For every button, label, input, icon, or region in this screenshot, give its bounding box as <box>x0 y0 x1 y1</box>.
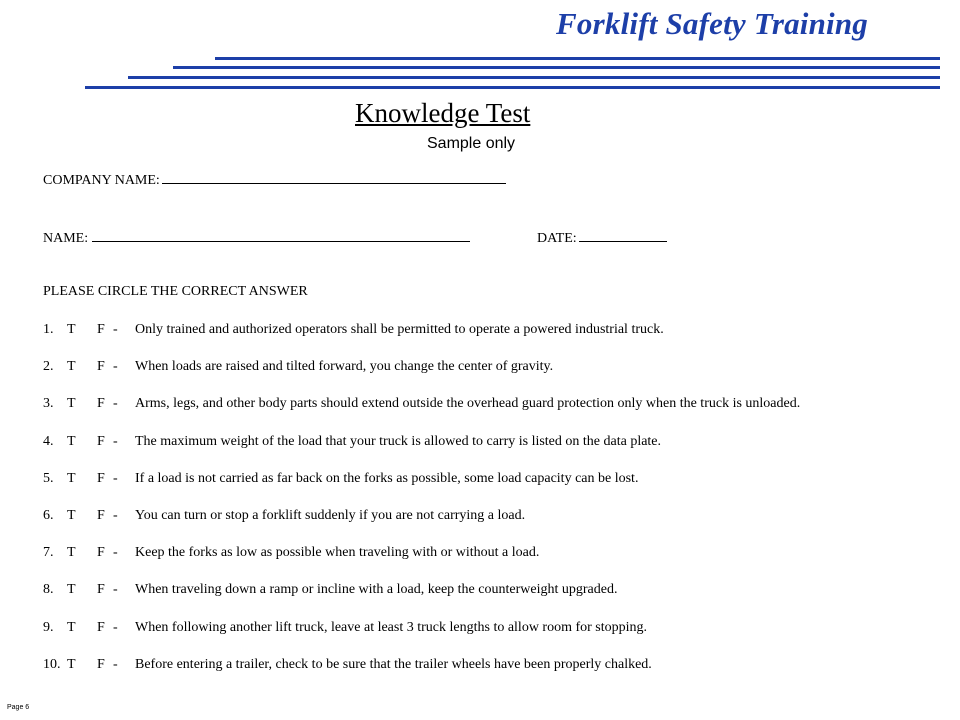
question-number: 3. <box>43 396 54 411</box>
false-option[interactable]: F <box>97 322 105 337</box>
false-option[interactable]: F <box>97 434 105 449</box>
question-text: When traveling down a ramp or incline with a load, keep the counterweight upgraded. <box>135 582 618 597</box>
company-name-field <box>43 169 506 189</box>
question-4 <box>43 434 661 450</box>
page-number: Page 6 <box>7 704 30 711</box>
true-option[interactable]: T <box>67 322 76 337</box>
question-9 <box>43 620 647 636</box>
name-field <box>43 227 470 247</box>
question-text: You can turn or stop a forklift suddenly if you are not carrying a load. <box>135 508 526 523</box>
question-7 <box>43 545 539 561</box>
question-number: 10. <box>43 657 61 672</box>
false-option[interactable]: F <box>97 620 105 635</box>
header-rule-1 <box>215 57 940 60</box>
question-number: 9. <box>43 620 54 635</box>
true-option[interactable]: T <box>67 657 76 672</box>
question-dash: - <box>113 582 118 597</box>
name-blank[interactable] <box>92 227 470 242</box>
question-dash: - <box>113 471 118 486</box>
question-1 <box>43 322 664 338</box>
test-title: Knowledge Test <box>355 98 531 128</box>
question-dash: - <box>113 620 118 635</box>
question-2 <box>43 359 553 375</box>
question-10 <box>43 657 652 673</box>
question-3 <box>43 396 800 412</box>
header-rule-3 <box>128 76 940 79</box>
true-option[interactable]: T <box>67 508 76 523</box>
true-option[interactable]: T <box>67 434 76 449</box>
question-number: 6. <box>43 508 54 523</box>
true-option[interactable]: T <box>67 396 76 411</box>
question-text: When loads are raised and tilted forward, you change the center of gravity. <box>135 359 554 374</box>
false-option[interactable]: F <box>97 582 105 597</box>
company-name-blank[interactable] <box>162 169 506 184</box>
date-field <box>537 227 667 247</box>
question-dash: - <box>113 657 118 672</box>
false-option[interactable]: F <box>97 359 105 374</box>
false-option[interactable]: F <box>97 657 105 672</box>
question-text: If a load is not carried as far back on the forks as possible, some load capacity can be lost. <box>135 471 639 486</box>
header-rule-4 <box>85 86 940 89</box>
name-label: NAME: <box>43 231 89 246</box>
date-label: DATE: <box>537 231 577 246</box>
question-dash: - <box>113 508 118 523</box>
true-option[interactable]: T <box>67 359 76 374</box>
question-dash: - <box>113 545 118 560</box>
question-dash: - <box>113 396 118 411</box>
question-text: The maximum weight of the load that your truck is allowed to carry is listed on the data plate. <box>135 434 662 449</box>
header-title: Forklift Safety Training <box>556 6 868 41</box>
false-option[interactable]: F <box>97 545 105 560</box>
question-number: 2. <box>43 359 54 374</box>
date-blank[interactable] <box>579 227 667 242</box>
true-option[interactable]: T <box>67 545 76 560</box>
true-option[interactable]: T <box>67 620 76 635</box>
question-number: 8. <box>43 582 54 597</box>
question-text: When following another lift truck, leave at least 3 truck lengths to allow room for stopping. <box>135 620 648 635</box>
question-text: Only trained and authorized operators shall be permitted to operate a powered industrial truck. <box>135 322 664 337</box>
true-option[interactable]: T <box>67 582 76 597</box>
question-6 <box>43 508 525 524</box>
question-5 <box>43 471 638 487</box>
question-text: Before entering a trailer, check to be sure that the trailer wheels have been properly chalked. <box>135 657 652 672</box>
question-number: 7. <box>43 545 54 560</box>
true-option[interactable]: T <box>67 471 76 486</box>
question-8 <box>43 582 617 598</box>
false-option[interactable]: F <box>97 396 105 411</box>
test-subtitle: Sample only <box>427 135 516 152</box>
company-name-label: COMPANY NAME: <box>43 173 160 188</box>
question-number: 5. <box>43 471 54 486</box>
question-number: 1. <box>43 322 54 337</box>
false-option[interactable]: F <box>97 471 105 486</box>
question-number: 4. <box>43 434 54 449</box>
header-rule-2 <box>173 66 940 69</box>
question-text: Arms, legs, and other body parts should extend outside the overhead guard protection only when the truck is unloaded. <box>135 396 801 411</box>
instruction-text: PLEASE CIRCLE THE CORRECT ANSWER <box>43 284 308 299</box>
question-dash: - <box>113 434 118 449</box>
question-dash: - <box>113 359 118 374</box>
question-dash: - <box>113 322 118 337</box>
question-text: Keep the forks as low as possible when traveling with or without a load. <box>135 545 540 560</box>
false-option[interactable]: F <box>97 508 105 523</box>
